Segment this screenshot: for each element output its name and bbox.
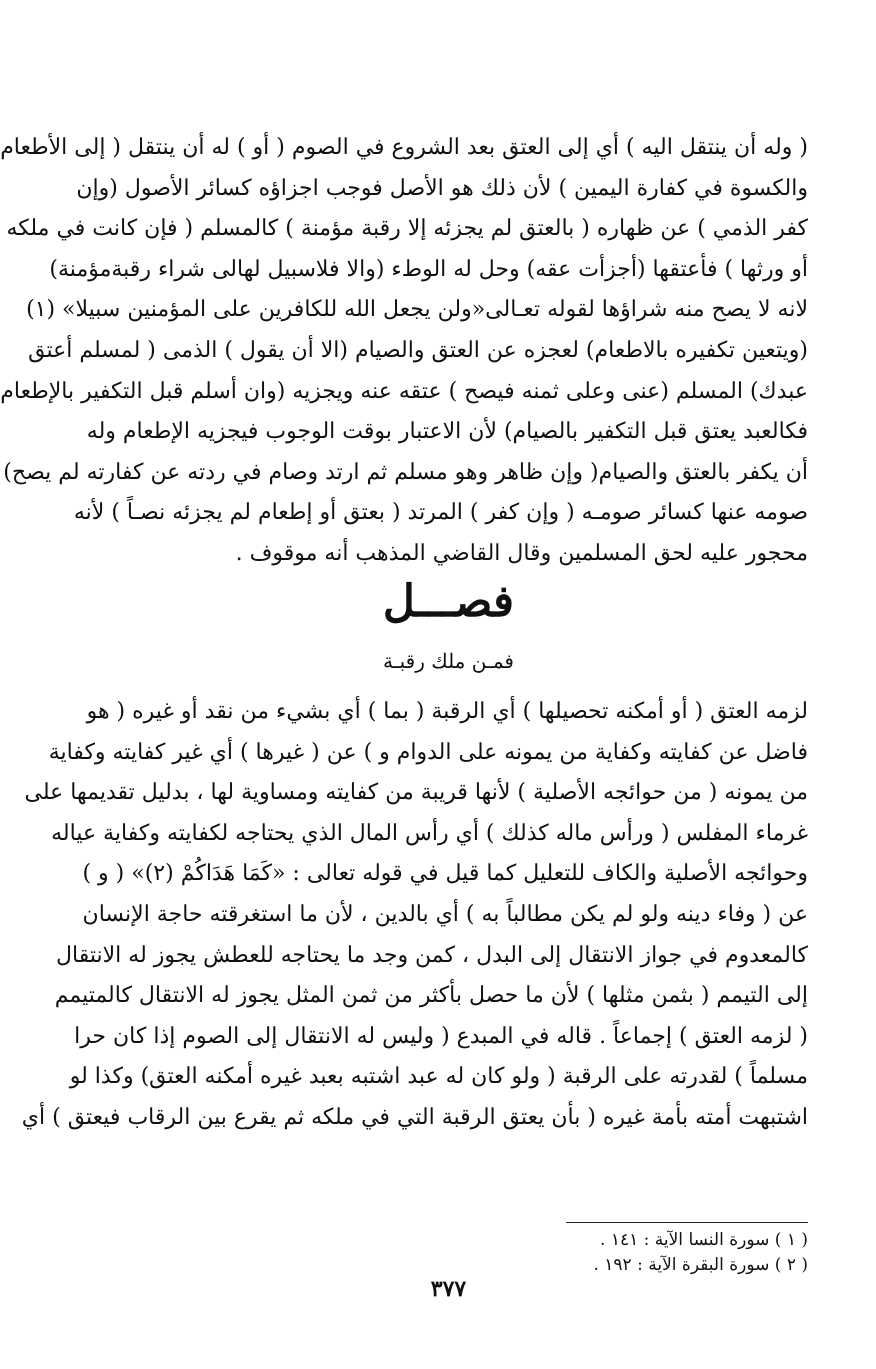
text-line: لزمه العتق ( أو أمكنه تحصيلها ) أي الرقبة ( بما ) أي بشيء من نقد أو غيره ( هو bbox=[86, 699, 808, 724]
text-line: فكالعبد يعتق قبل التكفير بالصيام) لأن الاعتبار بوقت الوجوب فيجزيه الإطعام وله bbox=[86, 419, 808, 445]
text-line: مسلماً ) لقدرته على الرقبة ( ولو كان له عبد اشتبه بعبد غيره أمكنه العتق) وكذا لو bbox=[69, 1064, 808, 1090]
page-number: ٣٧٧ bbox=[430, 1276, 467, 1302]
text-line: محجور عليه لحق المسلمين وقال القاضي المذهب أنه موقوف . bbox=[235, 540, 808, 566]
text-line: وحوائجه الأصلية والكاف للتعليل كما قيل في قوله تعالى : «كَمَا هَدَاكُمْ (٢)» ( و ) bbox=[82, 861, 808, 887]
bottom-paragraph bbox=[21, 692, 808, 1139]
text-line: فاضل عن كفايته وكفاية من يمونه على الدوام و ) عن ( غيرها ) أي غير كفايته وكفاية bbox=[48, 739, 808, 765]
text-line: من يمونه ( من حوائجه الأصلية ) لأنها قريبة من كفايته ومساوية لها ، بدليل تقديمها على bbox=[24, 780, 808, 806]
top-paragraph bbox=[0, 128, 808, 575]
footnote-1: ( ١ ) سورة النسا الآية : ١٤١ . bbox=[600, 1230, 808, 1250]
text-line: كفر الذمي ) عن ظهاره ( بالعتق لم يجزئه إلا رقبة مؤمنة ) كالمسلم ( فإن كانت في ملكه bbox=[6, 216, 808, 242]
text-line: عبدك) المسلم (عنى وعلى ثمنه فيصح ) عتقه عنه ويجزيه (وان أسلم قبل التكفير بالإطعام bbox=[0, 378, 808, 404]
text-line: غرماء المفلس ( ورأس ماله كذلك ) أي رأس المال الذي يحتاجه لكفايته وكفاية عياله bbox=[51, 820, 808, 846]
text-line: أو ورثها ) فأعتقها (أجزأت عقه) وحل له الوطء (والا فلاسبيل لهالى شراء رقبةمؤمنة) bbox=[49, 256, 808, 282]
text-line: اشتبهت أمته بأمة غيره ( بأن يعتق الرقبة التي في ملكه ثم يقرع بين الرقاب فيعتق ) أي bbox=[21, 1104, 808, 1130]
text-line: والكسوة في كفارة اليمين ) لأن ذلك هو الأصل فوجب اجزاؤه كسائر الأصول (وإن bbox=[76, 175, 808, 201]
section-heading: فصـــل bbox=[382, 576, 515, 627]
text-line: أن يكفر بالعتق والصيام( وإن ظاهر وهو مسلم ثم ارتد وصام في ردته عن كفارته لم يصح) bbox=[3, 459, 808, 485]
text-line: صومه عنها كسائر صومـه ( وإن كفر ) المرتد ( بعتق أو إطعام لم يجزئه نصـاً ) لأنه bbox=[73, 500, 808, 526]
footnote-2: ( ٢ ) سورة البقرة الآية : ١٩٢ . bbox=[593, 1255, 808, 1275]
footnote-divider bbox=[566, 1222, 808, 1223]
text-line: (ويتعين تكفيره بالاطعام) لعجزه عن العتق والصيام (الا أن يقول ) الذمى ( لمسلم أعتق bbox=[28, 337, 808, 363]
text-line: ( لزمه العتق ) إجماعاً . قاله في المبدع ( وليس له الانتقال إلى الصوم إذا كان حرا bbox=[74, 1023, 808, 1049]
footnotes bbox=[408, 1228, 808, 1278]
text-line: إلى التيمم ( بثمن مثلها ) لأن ما حصل بأكثر من ثمن المثل يجوز له الانتقال كالمتيمم bbox=[54, 983, 808, 1009]
text-line: كالمعدوم في جواز الانتقال إلى البدل ، كمن وجد ما يحتاجه للعطش يجوز له الانتقال bbox=[56, 942, 808, 968]
text-line: ( وله أن ينتقل اليه ) أي إلى العتق بعد الشروع في الصوم ( أو ) له أن ينتقل ( إلى الأطعام bbox=[0, 135, 808, 160]
text-line: عن ( وفاء دينه ولو لم يكن مطالباً به ) أي بالدين ، لأن ما استغرقته حاجة الإنسان bbox=[82, 901, 808, 927]
text-line: لانه لا يصح منه شراؤها لقوله تعـالى«ولن يجعل الله للكافرين على المؤمنين سبيلا» (١) bbox=[26, 297, 808, 323]
section-subheading: فمـن ملك رقبـة bbox=[383, 649, 514, 673]
